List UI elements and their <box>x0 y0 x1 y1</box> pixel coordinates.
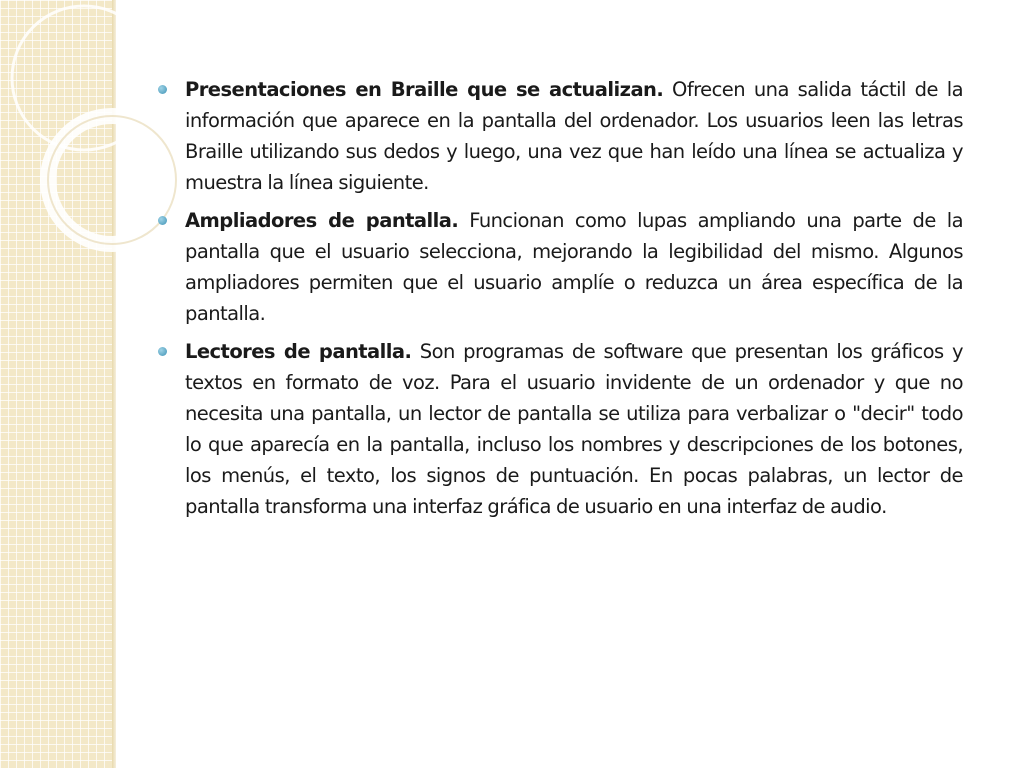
bullet-title: Lectores de pantalla. <box>185 340 412 363</box>
bullet-text: Funcionan como lupas ampliando una parte de la pantalla que el usuario selecciona, mejorando la legibilidad del mismo. Algunos ampliadores permiten que el usuario amplíe o reduzca un área específica de la pantalla. <box>185 209 963 325</box>
bullet-title: Ampliadores de pantalla. <box>185 209 459 232</box>
bullet-title: Presentaciones en Braille que se actualizan. <box>185 78 664 101</box>
slide-content <box>158 74 963 529</box>
bullet-text: Ofrecen una salida táctil de la información que aparece en la pantalla del ordenador. Los usuarios leen las letras Braille utilizando sus dedos y luego, una vez que han leído una línea se actualiza y muestra la línea siguiente. <box>185 78 963 194</box>
bullet-braille-displays <box>158 74 963 198</box>
bullet-text: Son programas de software que presentan los gráficos y textos en formato de voz. Para el usuario invidente de un ordenador y que no necesita una pantalla, un lector de pantalla se utiliza para verbalizar o "decir" todo lo que aparecía en la pantalla, incluso los nombres y descripciones de los botones, los menús, el texto, los signos de puntuación. En pocas palabras, un lector de pantalla transforma una interfaz gráfica de usuario en una interfaz de audio. <box>185 340 964 518</box>
decorative-circles <box>0 0 160 300</box>
bullet-dot-icon <box>158 347 167 356</box>
bullet-dot-icon <box>158 85 167 94</box>
bullet-list <box>158 74 963 522</box>
bullet-screen-readers <box>158 336 963 522</box>
bullet-dot-icon <box>158 216 167 225</box>
bullet-screen-magnifiers <box>158 205 963 329</box>
